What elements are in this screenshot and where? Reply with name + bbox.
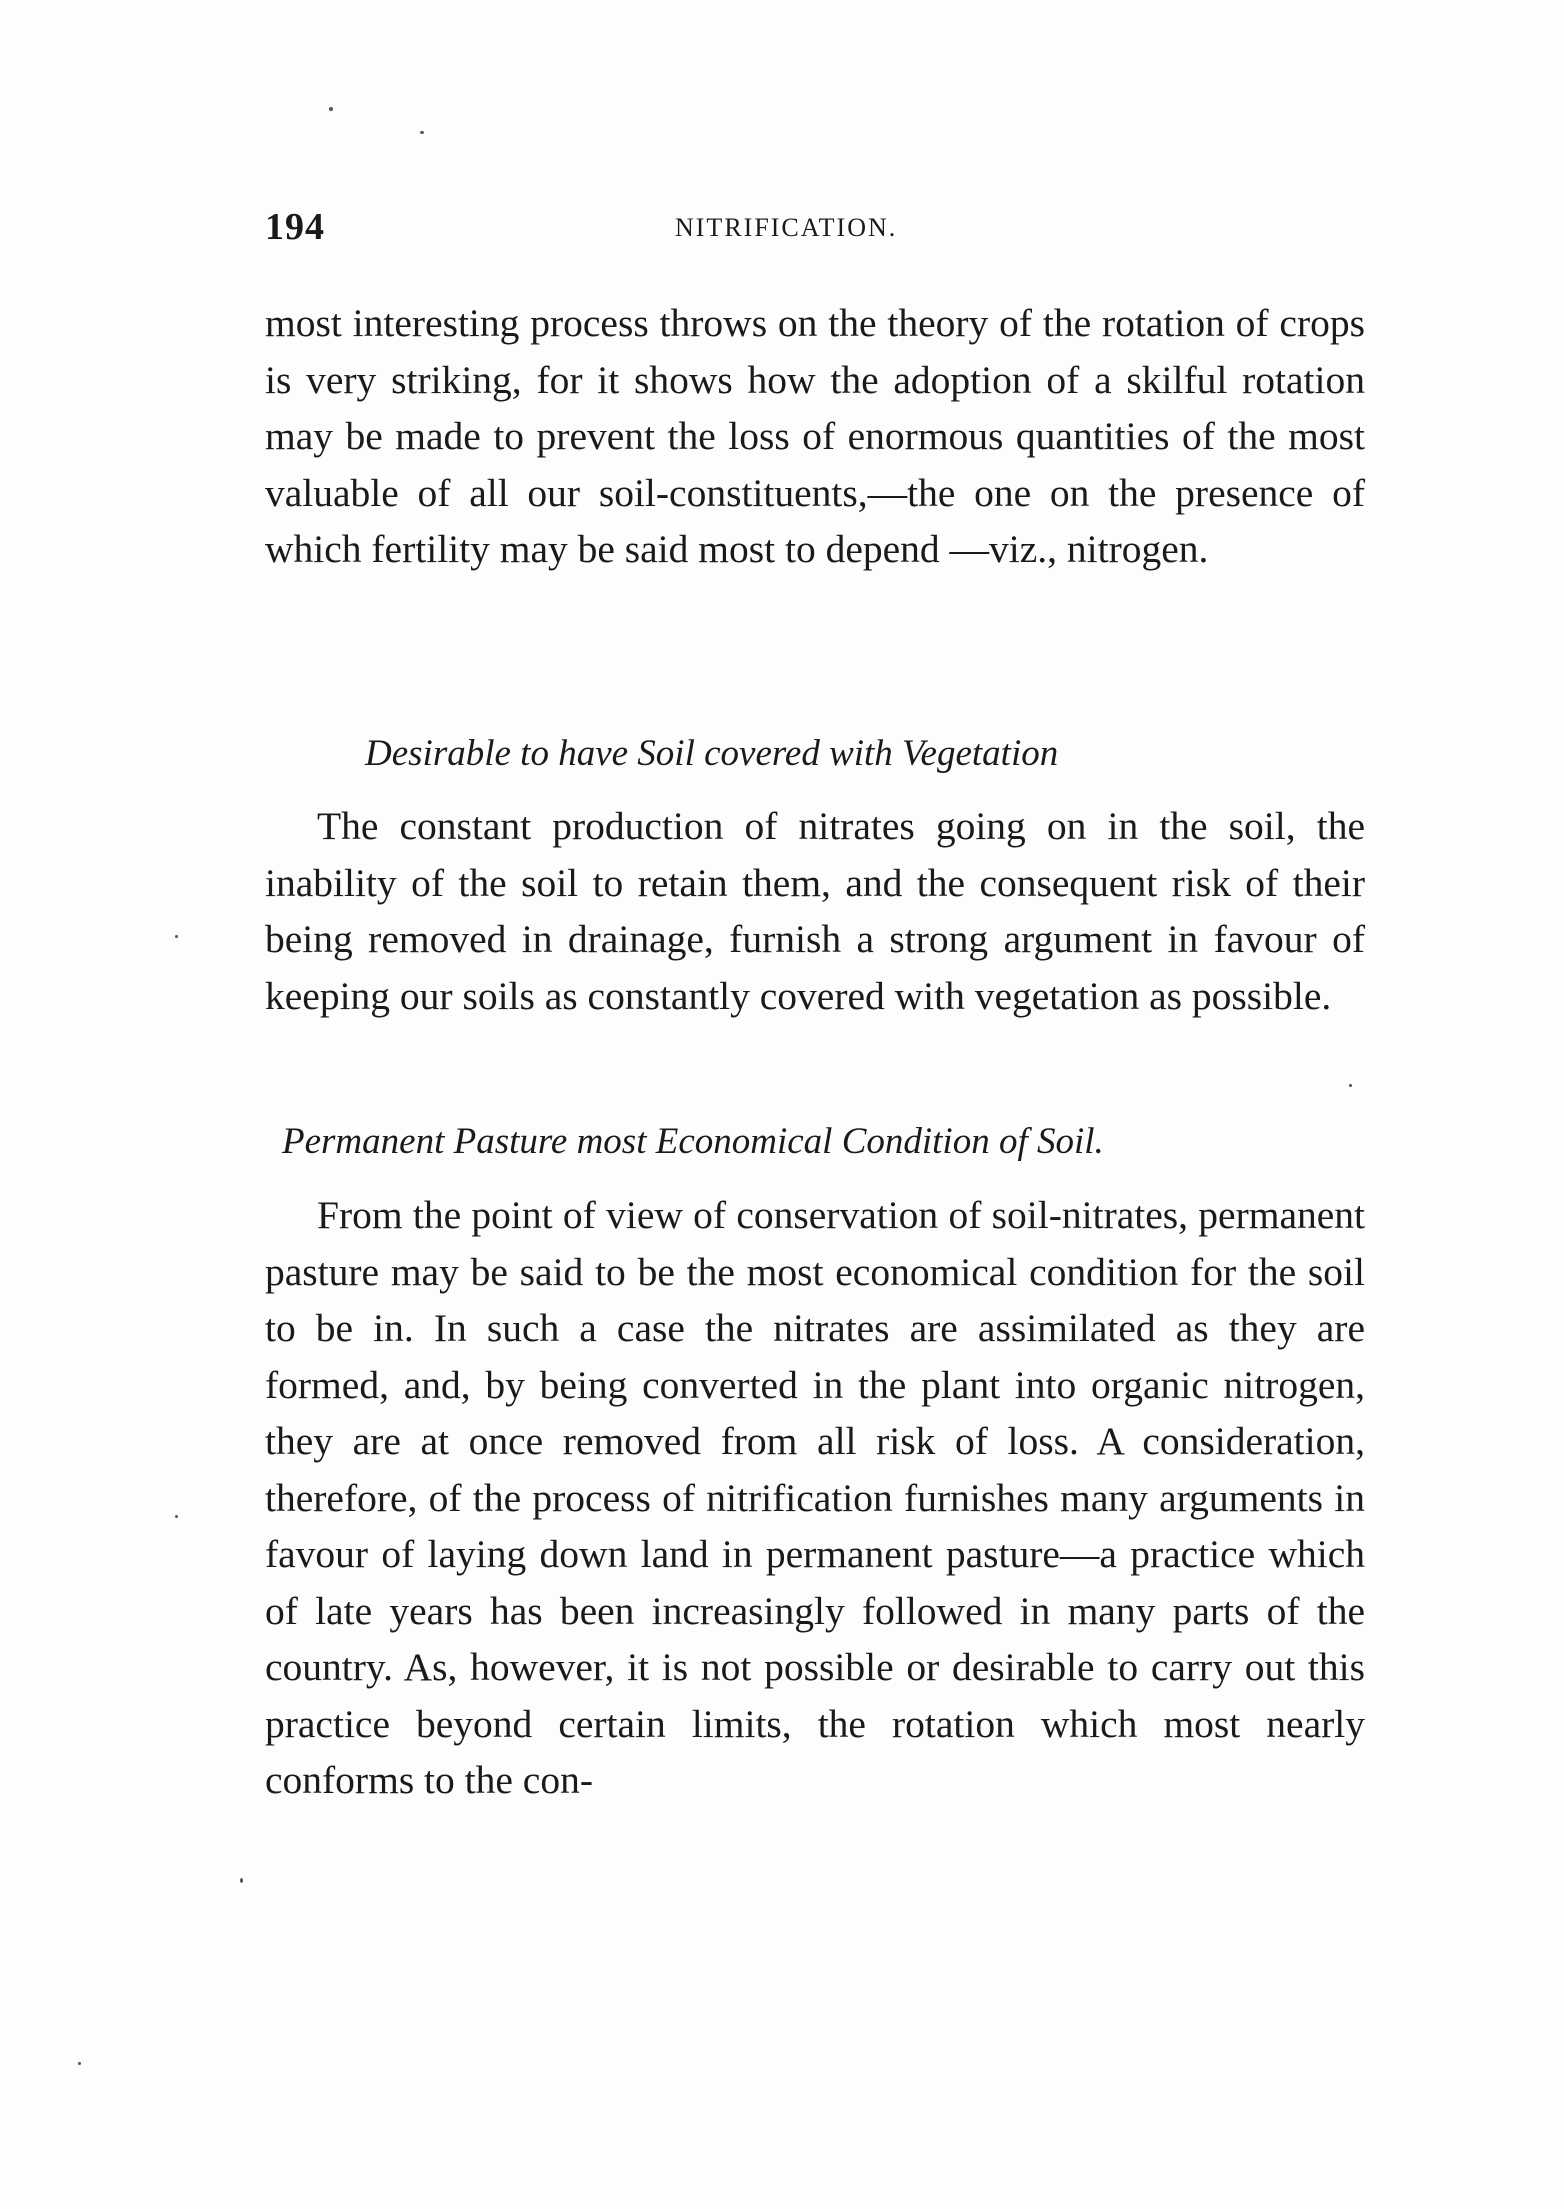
paper-speck <box>175 935 178 938</box>
paragraph-continuation: most interesting process throws on the theory of the rotation of crops is very striking, for it shows how the adoption of a skilful rotation may be made to prevent the loss of enormous quantities of the most valuable of all our soil-constituents,—the one on the presence of which fertility may be said most to depend —viz., nitrogen. <box>265 301 1365 571</box>
page-number: 194 <box>265 206 325 248</box>
paper-speck <box>420 131 424 134</box>
running-header <box>265 205 1365 255</box>
section-heading-pasture: Permanent Pasture most Economical Condition of Soil. <box>282 1121 1104 1162</box>
paper-speck <box>175 1515 178 1518</box>
chapter-title: NITRIFICATION. <box>675 213 898 242</box>
paragraph-pasture: From the point of view of conservation of soil-nitrates, permanent pasture may be said to be the most economical condition for the soil to be in. In such a case the nitrates are assimilated as they are formed, and, by being converted in the plant into organic nitrogen, they are at once removed from all risk of loss. A consideration, therefore, of the process of nitrification furnishes many arguments in favour of laying down land in permanent pasture—a practice which of late years has been increasingly followed in many parts of the country. As, however, it is not possible or desirable to carry out this practice beyond certain limits, the rotation which most nearly conforms to the con- <box>265 1193 1365 1802</box>
paper-speck <box>329 107 333 111</box>
paper-speck <box>1349 1084 1352 1087</box>
section-heading-vegetation: Desirable to have Soil covered with Vegetation <box>365 733 1059 774</box>
paragraph-vegetation: The constant production of nitrates going on in the soil, the inability of the soil to retain them, and the consequent risk of their being removed in drainage, furnish a strong argument in favour of keeping our soils as constantly covered with vegetation as possible. <box>265 804 1365 1018</box>
paper-speck <box>240 1878 243 1883</box>
paper-speck <box>78 2062 81 2065</box>
